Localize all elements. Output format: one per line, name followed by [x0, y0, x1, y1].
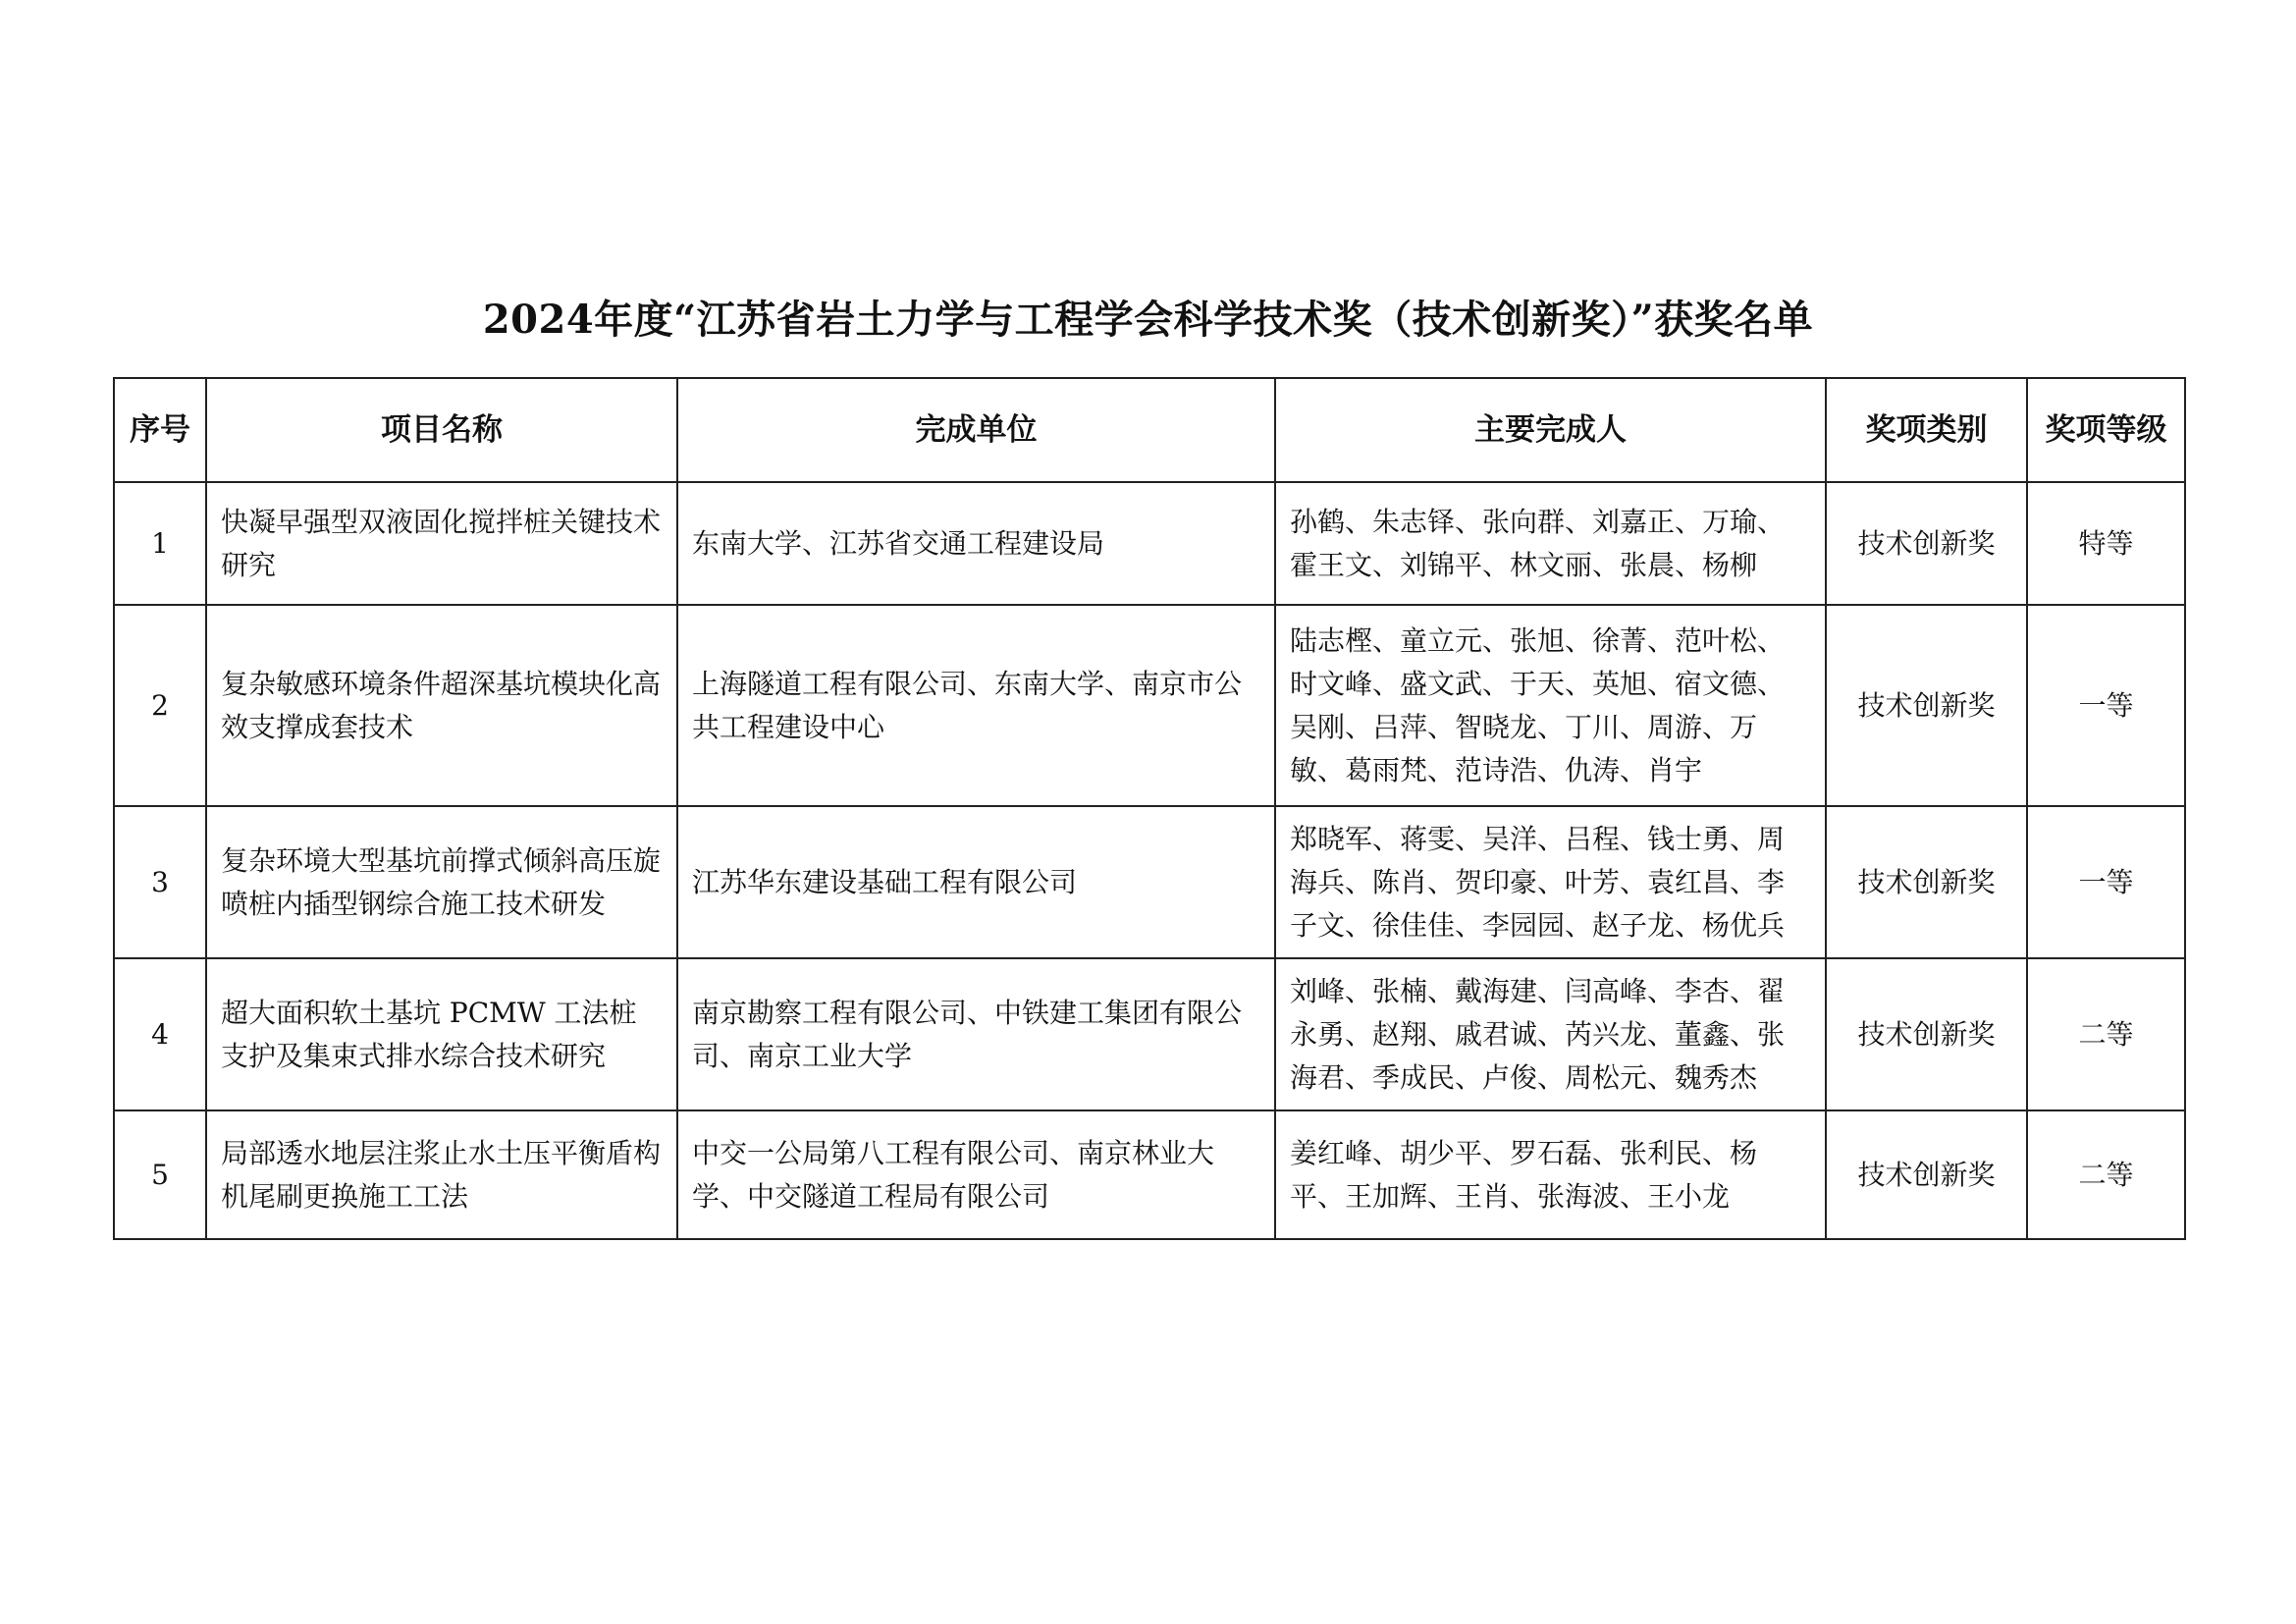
- header-category: 奖项类别: [1826, 378, 2027, 482]
- cell-people: 郑晓军、蒋雯、吴洋、吕程、钱士勇、周海兵、陈肖、贺印豪、叶芳、袁红昌、李子文、徐佳佳、李园园、赵子龙、杨优兵: [1275, 806, 1826, 958]
- award-list-table: [113, 377, 2186, 1240]
- header-unit: 完成单位: [677, 378, 1275, 482]
- table-row: [114, 605, 2185, 806]
- cell-people: 刘峰、张楠、戴海建、闫高峰、李杏、翟永勇、赵翔、戚君诚、芮兴龙、董鑫、张海君、季成民、卢俊、周松元、魏秀杰: [1275, 958, 1826, 1110]
- cell-category: 技术创新奖: [1826, 482, 2027, 605]
- cell-no: 1: [114, 482, 206, 605]
- cell-level: 特等: [2027, 482, 2185, 605]
- table-row: [114, 806, 2185, 958]
- table-row: [114, 1110, 2185, 1239]
- cell-category: 技术创新奖: [1826, 806, 2027, 958]
- cell-level: 一等: [2027, 806, 2185, 958]
- header-level: 奖项等级: [2027, 378, 2185, 482]
- cell-no: 3: [114, 806, 206, 958]
- document-title: 2024年度“江苏省岩土力学与工程学会科学技术奖（技术创新奖）”获奖名单: [482, 297, 1814, 343]
- table-header-row: [114, 378, 2185, 482]
- cell-no: 5: [114, 1110, 206, 1239]
- cell-project: 复杂环境大型基坑前撑式倾斜高压旋喷桩内插型钢综合施工技术研发: [206, 806, 677, 958]
- header-no: 序号: [114, 378, 206, 482]
- cell-unit: 南京勘察工程有限公司、中铁建工集团有限公司、南京工业大学: [677, 958, 1275, 1110]
- cell-people: 姜红峰、胡少平、罗石磊、张利民、杨平、王加辉、王肖、张海波、王小龙: [1275, 1110, 1826, 1239]
- cell-people: 陆志樫、童立元、张旭、徐菁、范叶松、时文峰、盛文武、于天、英旭、宿文德、吴刚、吕萍、智晓龙、丁川、周游、万敏、葛雨梵、范诗浩、仇涛、肖宇: [1275, 605, 1826, 806]
- table-row: [114, 958, 2185, 1110]
- cell-project: 复杂敏感环境条件超深基坑模块化高效支撑成套技术: [206, 605, 677, 806]
- cell-no: 2: [114, 605, 206, 806]
- cell-unit: 江苏华东建设基础工程有限公司: [677, 806, 1275, 958]
- header-people: 主要完成人: [1275, 378, 1826, 482]
- cell-unit: 中交一公局第八工程有限公司、南京林业大学、中交隧道工程局有限公司: [677, 1110, 1275, 1239]
- cell-level: 二等: [2027, 1110, 2185, 1239]
- header-project: 项目名称: [206, 378, 677, 482]
- cell-no: 4: [114, 958, 206, 1110]
- cell-category: 技术创新奖: [1826, 605, 2027, 806]
- cell-people: 孙鹤、朱志铎、张向群、刘嘉正、万瑜、霍王文、刘锦平、林文丽、张晨、杨柳: [1275, 482, 1826, 605]
- table-row: [114, 482, 2185, 605]
- cell-unit: 东南大学、江苏省交通工程建设局: [677, 482, 1275, 605]
- cell-level: 二等: [2027, 958, 2185, 1110]
- cell-category: 技术创新奖: [1826, 958, 2027, 1110]
- cell-project: 快凝早强型双液固化搅拌桩关键技术研究: [206, 482, 677, 605]
- cell-level: 一等: [2027, 605, 2185, 806]
- cell-category: 技术创新奖: [1826, 1110, 2027, 1239]
- cell-unit: 上海隧道工程有限公司、东南大学、南京市公共工程建设中心: [677, 605, 1275, 806]
- cell-project: 局部透水地层注浆止水土压平衡盾构机尾刷更换施工工法: [206, 1110, 677, 1239]
- cell-project: 超大面积软土基坑 PCMW 工法桩支护及集束式排水综合技术研究: [206, 958, 677, 1110]
